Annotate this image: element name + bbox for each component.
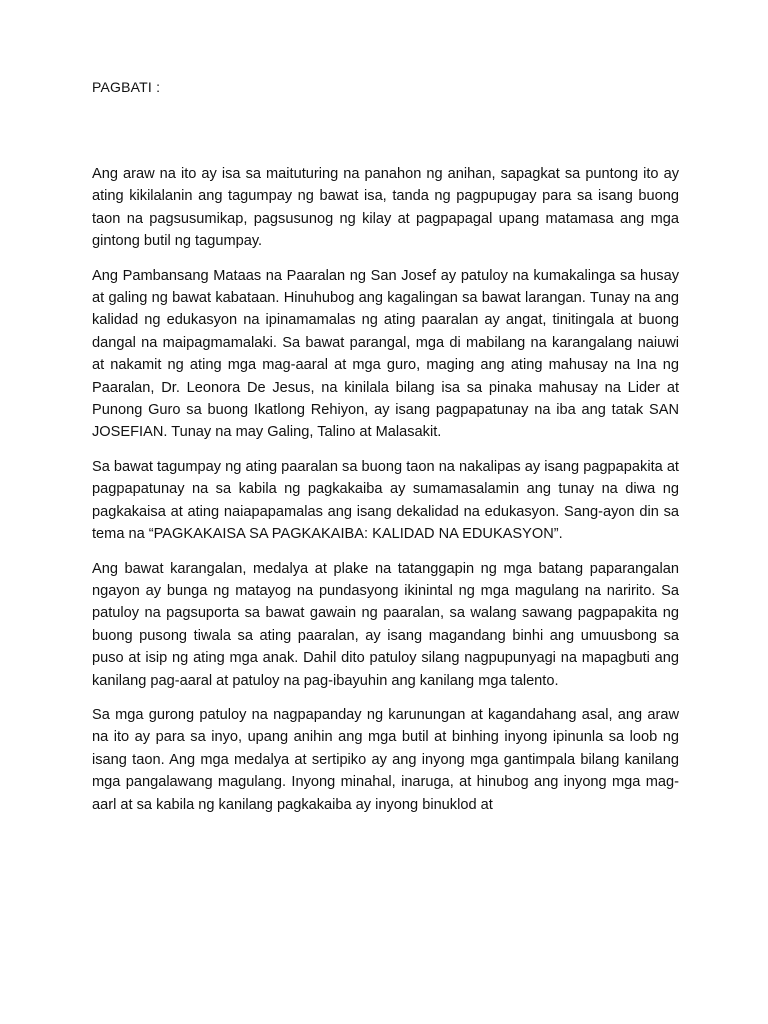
paragraph-1: Ang araw na ito ay isa sa maituturing na panahon ng anihan, sapagkat sa puntong ito ay ating kikilalanin ang tagumpay ng bawat isa, tanda ng pagpupugay para sa isang buong taon na pagsusumikap, pagsusunog ng kilay at pagpapagal upang matamasa ang mga gintong butil ng tagumpay.	[92, 166, 679, 250]
paragraph-2: Ang Pambansang Mataas na Paaralan ng San Josef ay patuloy na kumakalinga sa husay at galing ng bawat kabataan. Hinuhubog ang kagalingan sa bawat larangan. Tunay na ang kalidad ng edukasyon na ipinamamalas ng ating paaralan ay angat, tinitingala at buong dangal na maipagmamalaki. Sa bawat parangal, mga di mabilang na karangalang naiuwi at nakamit ng ating mga mag-aaral at mga guro, maging ang ating mahusay na Ina ng Paaralan, Dr. Leonora De Jesus, na kinilala bilang isa sa pinaka mahusay na Lider at Punong Guro sa buong Ikatlong Rehiyon, ay isang pagpapatunay na iba ang tatak SAN JOSEFIAN. Tunay na may Galing, Talino at Malasakit.	[92, 267, 679, 441]
paragraph-3: Sa bawat tagumpay ng ating paaralan sa buong taon na nakalipas ay isang pagpapakita at pagpapatunay na sa kabila ng pagkakaiba ay sumamasalamin ang tunay na diwa ng pagkakaisa at ating naiapapamalas ang isang dekalidad na edukasyon. Sang-ayon din sa tema na “PAGKAKAISA SA PAGKAKAIBA: KALIDAD NA EDUKASYON”.	[92, 458, 679, 543]
document-body	[92, 163, 679, 828]
document-heading: PAGBATI :	[92, 79, 161, 95]
paragraph-4: Ang bawat karangalan, medalya at plake na tatanggapin ng mga batang paparangalan ngayon ay bunga ng matayog na pundasyong ikinintal ng mga magulang na naririto. Sa patuloy na pagsuporta sa bawat gawain ng paaralan, sa walang sawang pagpapakita ng buong pusong tiwala sa ating paaralan, ay isang magandang binhi ang umuusbong sa puso at isip ng ating mga anak. Dahil dito patuloy silang nagpupunyagi na mapagbuti ang kanilang pag-aaral at patuloy na pag-ibayuhin ang kanilang mga talento.	[92, 560, 679, 689]
paragraph-5: Sa mga gurong patuloy na nagpapanday ng karunungan at kagandahang asal, ang araw na ito ay para sa inyo, upang anihin ang mga butil at binhing inyong ipinunla sa loob ng isang taon. Ang mga medalya at sertipiko ay ang inyong mga gantimpala bilang kanilang mga pangalawang magulang. Inyong minahal, inaruga, at hinubog ang inyong mga mag-aarl at sa kabila ng kanilang pagkakaiba ay inyong binuklod at	[92, 706, 679, 813]
